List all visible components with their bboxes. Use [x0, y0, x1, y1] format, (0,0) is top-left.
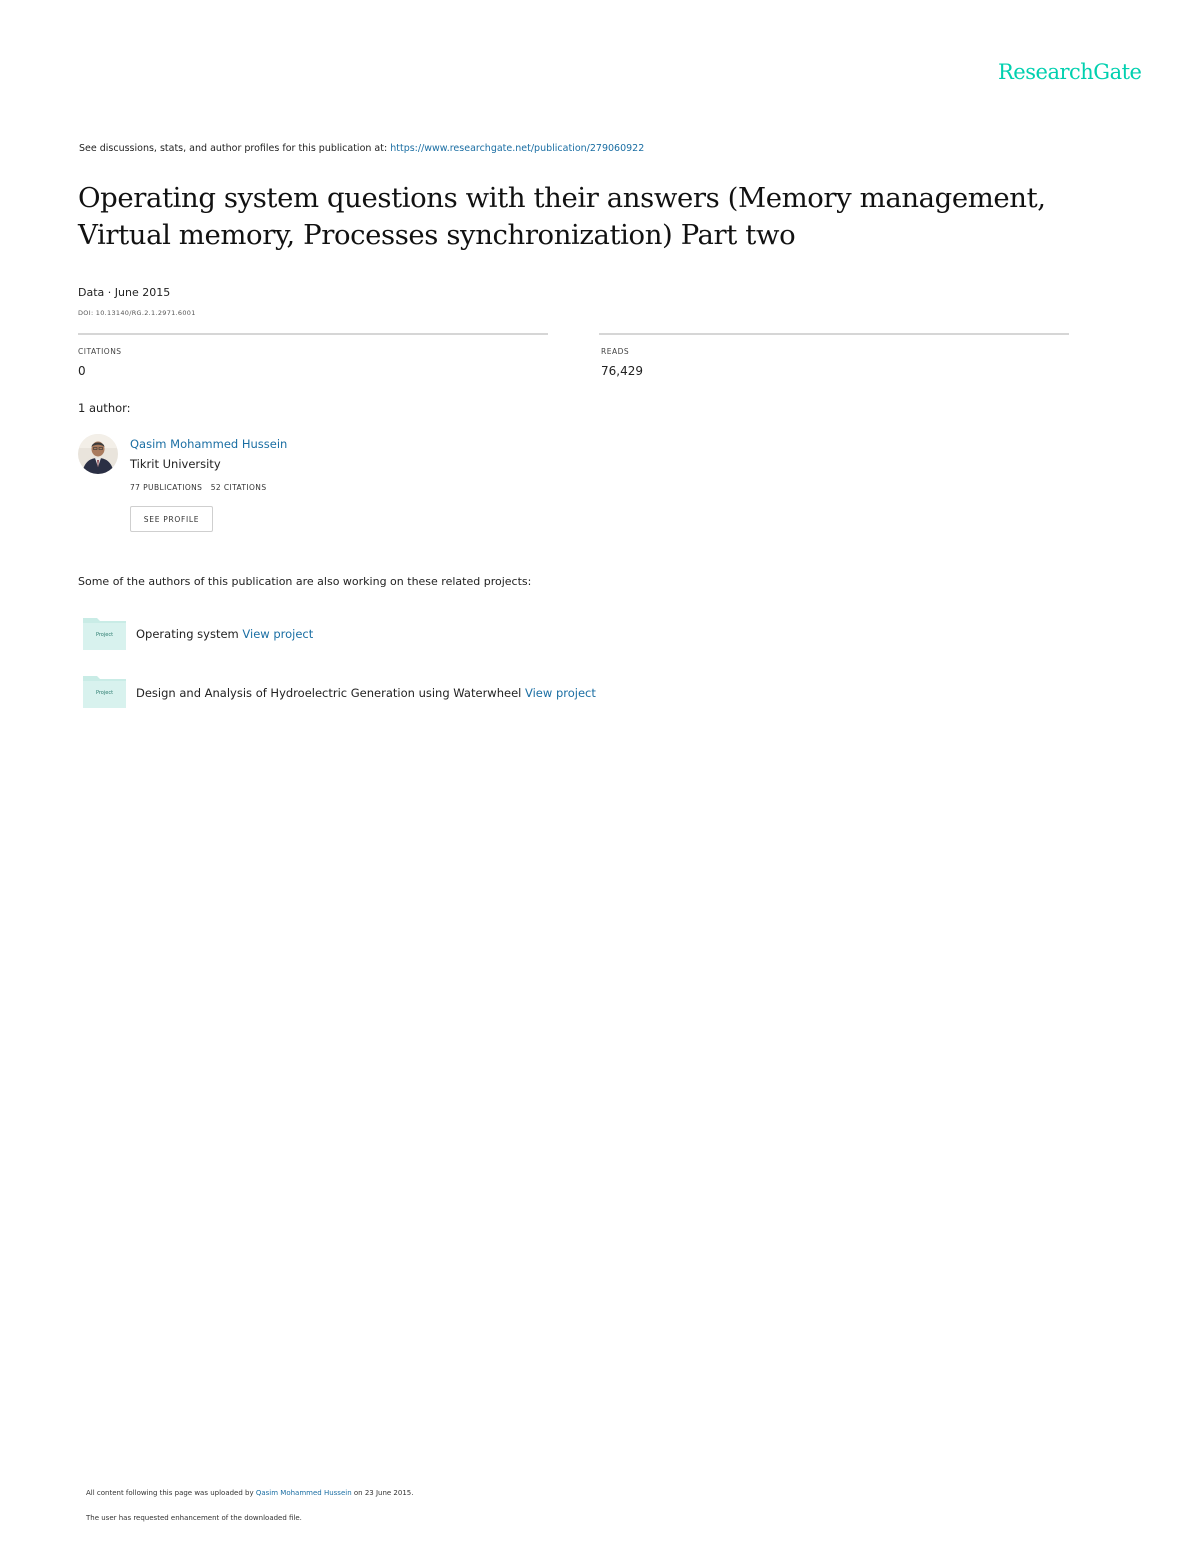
project-folder-icon: [83, 674, 126, 708]
see-discussions-line: [79, 143, 644, 154]
citations-divider: [78, 333, 548, 335]
reads-label: READS: [601, 347, 630, 356]
enhancement-note: The user has requested enhancement of the downloaded file.: [86, 1514, 302, 1522]
reads-value: 76,429: [601, 364, 643, 378]
upload-note-suffix: on 23 June 2015.: [353, 1489, 414, 1497]
view-project-link[interactable]: View project: [525, 686, 596, 700]
see-discussions-text: See discussions, stats, and author profiles for this publication at:: [79, 143, 388, 154]
related-projects-intro: Some of the authors of this publication are also working on these related projects:: [78, 575, 532, 588]
upload-note: [86, 1489, 413, 1497]
author-avatar[interactable]: [78, 434, 118, 474]
upload-note-prefix: All content following this page was uploaded by: [86, 1489, 254, 1497]
project-folder-icon: [83, 616, 126, 650]
project-icon-label: Project: [95, 690, 114, 696]
see-profile-button[interactable]: SEE PROFILE: [130, 506, 213, 532]
citations-value: 0: [78, 364, 86, 378]
uploader-link[interactable]: Qasim Mohammed Hussein: [255, 1489, 352, 1497]
publication-doi: DOI: 10.13140/RG.2.1.2971.6001: [78, 309, 196, 317]
author-publications-count: 77 PUBLICATIONS: [130, 483, 203, 492]
publication-url-link[interactable]: https://www.researchgate.net/publication/279060922: [390, 143, 645, 154]
publication-title: Operating system questions with their answers (Memory management, Virtual memory, Processes synchronization) Part two: [78, 182, 1046, 251]
publication-type-date: Data · June 2015: [78, 286, 171, 299]
citations-label: CITATIONS: [78, 347, 122, 356]
project-name: Operating system: [136, 627, 239, 641]
project-name: Design and Analysis of Hydroelectric Generation using Waterwheel: [136, 686, 522, 700]
project-icon-label: Project: [95, 632, 114, 638]
author-stats: [130, 483, 266, 492]
reads-divider: [599, 333, 1069, 335]
author-photo-icon: [78, 434, 118, 474]
authors-count: 1 author:: [78, 401, 131, 415]
view-project-link[interactable]: View project: [242, 627, 314, 641]
author-citations-count: 52 CITATIONS: [210, 483, 267, 492]
project-item: [136, 686, 596, 700]
researchgate-logo[interactable]: ResearchGate: [998, 60, 1142, 84]
author-institution: Tikrit University: [130, 457, 221, 471]
author-name-link[interactable]: Qasim Mohammed Hussein: [130, 437, 288, 451]
project-item: [136, 627, 313, 641]
